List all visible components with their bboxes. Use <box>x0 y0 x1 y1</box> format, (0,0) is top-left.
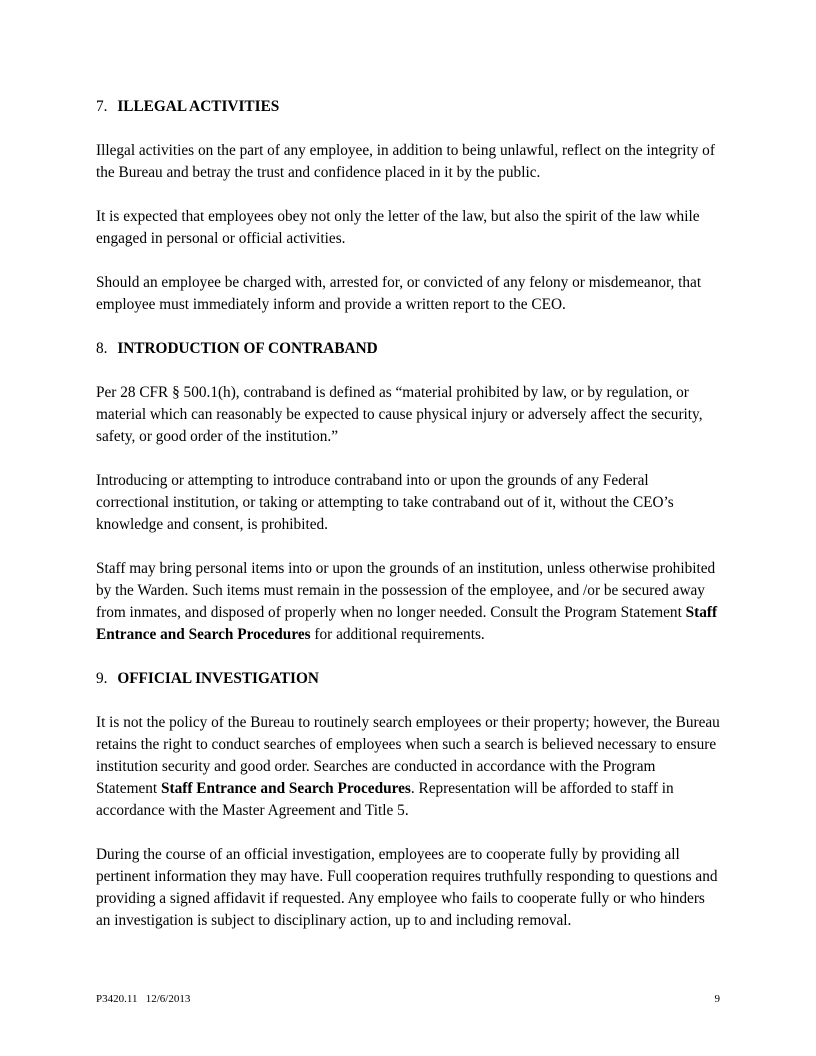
section-number: 8. <box>96 340 108 357</box>
paragraph: Per 28 CFR § 500.1(h), contraband is defined as “material prohibited by law, or by regulation, or material which can reasonably be expected to cause physical injury or adversely affect the security, safety, or good order of the institution.” <box>96 384 703 445</box>
paragraph: Staff may bring personal items into or upon the grounds of an institution, unless otherwise prohibited by the Warden. Such items must remain in the possession of the employee, and /or be secured away from inmates, and disposed of properly when no longer needed. Consult the Program Statement Staff Entrance and Search Procedures for additional requirements. <box>96 560 718 643</box>
document-body <box>96 96 720 954</box>
program-statement-title: Staff Entrance and Search Procedures <box>96 604 718 643</box>
section-heading <box>96 668 720 690</box>
section-title: ILLEGAL ACTIVITIES <box>117 98 280 115</box>
section-official-investigation <box>96 668 720 932</box>
section-heading <box>96 96 720 118</box>
document-id: P3420.11 12/6/2013 <box>96 993 191 1005</box>
section-title: OFFICIAL INVESTIGATION <box>117 670 319 687</box>
paragraph: It is not the policy of the Bureau to routinely search employees or their property; however, the Bureau retains the right to conduct searches of employees when such a search is believed necessary to ensure institution security and good order. Searches are conducted in accordance with the Program Statement Staff Entrance and Search Procedures. Representation will be afforded to staff in accordance with the Master Agreement and Title 5. <box>96 714 720 819</box>
program-statement-title: Staff Entrance and Search Procedures <box>161 780 411 797</box>
section-illegal-activities <box>96 96 720 316</box>
section-number: 9. <box>96 670 108 687</box>
paragraph: Illegal activities on the part of any employee, in addition to being unlawful, reflect on the integrity of the Bureau and betray the trust and confidence placed in it by the public. <box>96 142 715 181</box>
paragraph: Introducing or attempting to introduce contraband into or upon the grounds of any Federal correctional institution, or taking or attempting to take contraband out of it, without the CEO’s knowledge and consent, is prohibited. <box>96 472 674 533</box>
section-number: 7. <box>96 98 108 115</box>
section-introduction-of-contraband <box>96 338 720 646</box>
paragraph: It is expected that employees obey not only the letter of the law, but also the spirit of the law while engaged in personal or official activities. <box>96 208 700 247</box>
paragraph: During the course of an official investigation, employees are to cooperate fully by providing all pertinent information they may have. Full cooperation requires truthfully responding to questions and providing a signed affidavit if requested. Any employee who fails to cooperate fully or who hinders an investigation is subject to disciplinary action, up to and including removal. <box>96 846 718 929</box>
paragraph: Should an employee be charged with, arrested for, or convicted of any felony or misdemeanor, that employee must immediately inform and provide a written report to the CEO. <box>96 274 702 313</box>
section-heading <box>96 338 720 360</box>
page-number: 9 <box>714 993 720 1005</box>
section-title: INTRODUCTION OF CONTRABAND <box>117 340 378 357</box>
